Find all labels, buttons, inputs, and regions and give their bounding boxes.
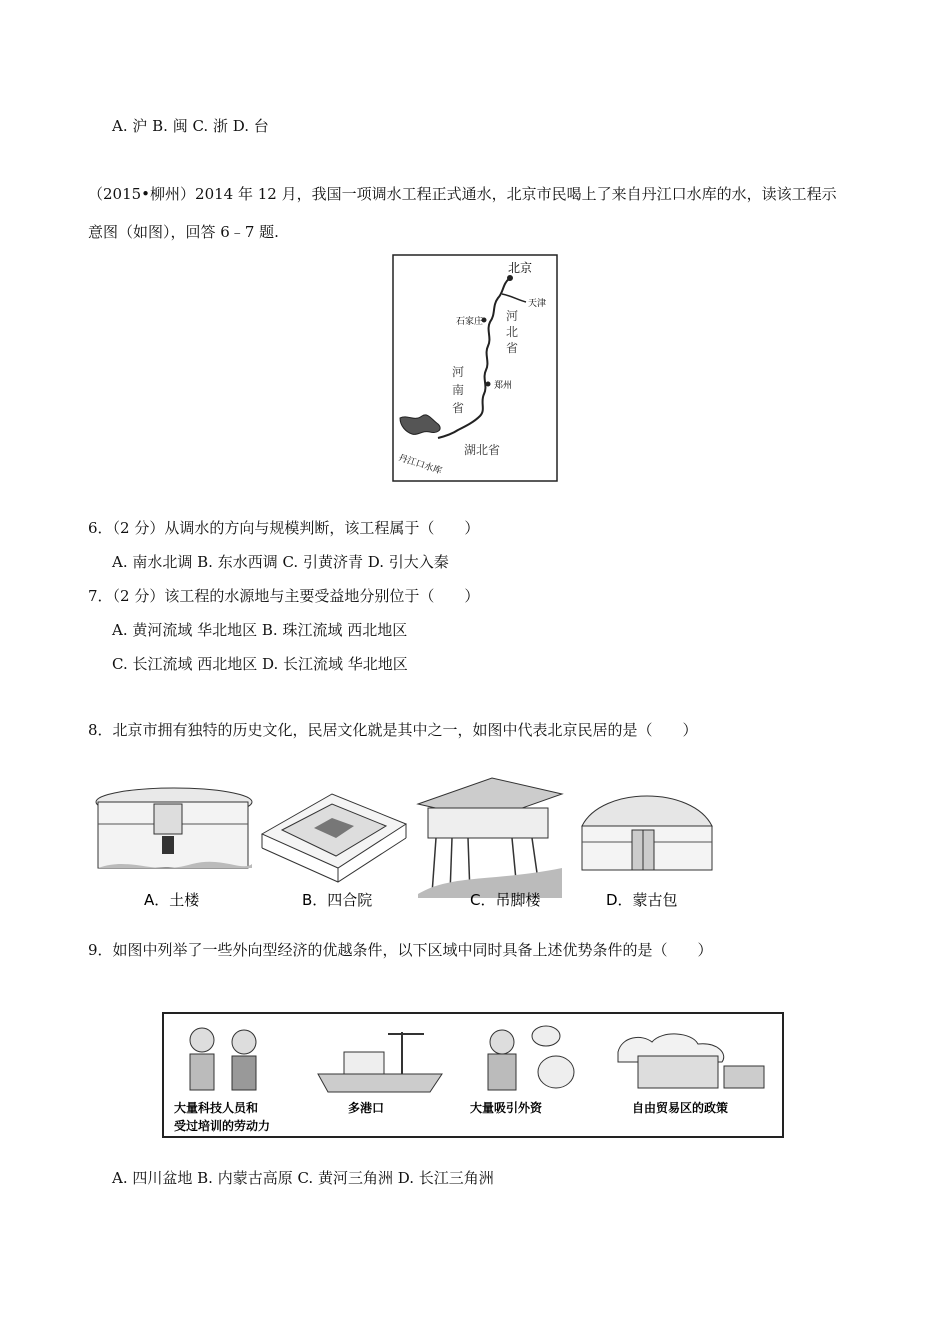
q9-options: A. 四川盆地 B. 内蒙古高原 C. 黄河三角洲 D. 长江三角洲 [112, 1169, 494, 1187]
house-label-a: A．土楼 [144, 891, 200, 909]
map-label-tianjin: 天津 [528, 299, 547, 309]
houses-figure [92, 764, 732, 916]
diaojiaolou-illustration [418, 778, 562, 898]
q8-stem: 8．北京市拥有独特的历史文化，民居文化就是其中之一，如图中代表北京民居的是（ ） [88, 721, 698, 739]
q5-options: A. 沪 B. 闽 C. 浙 D. 台 [112, 117, 269, 135]
q7-options-cd: C. 长江流域 西北地区 D. 长江流域 华北地区 [112, 655, 408, 673]
house-label-c: C．吊脚楼 [470, 891, 541, 909]
tulou-illustration [96, 788, 252, 868]
house-label-d: D．蒙古包 [606, 891, 678, 909]
panel-caption-4: 自由贸易区的政策 [632, 1101, 729, 1115]
map-label-hubei: 湖北省 [464, 443, 501, 457]
intro-line-2: 意图（如图），回答 6﹣7 题. [88, 223, 279, 241]
map-label-danjiangkou: 丹江口水库 [397, 453, 443, 477]
map-label-hebei-2: 北 [506, 325, 519, 339]
map-label-henan-2: 南 [452, 383, 465, 397]
map-label-beijing: 北京 [508, 261, 533, 275]
panel-caption-2: 多港口 [348, 1101, 385, 1115]
map-label-henan-1: 河 [452, 365, 465, 379]
q9-stem: 9．如图中列举了一些外向型经济的优越条件，以下区域中同时具备上述优势条件的是（ ） [88, 941, 713, 959]
map-label-henan-3: 省 [452, 401, 465, 415]
q7-stem: 7．（2 分）该工程的水源地与主要受益地分别位于（ ） [88, 587, 480, 605]
intro-line-1: （2015•柳州）2014 年 12 月，我国一项调水工程正式通水，北京市民喝上了来自丹江口水库的水，读该工程示 [88, 185, 837, 203]
map-label-hebei-1: 河 [506, 309, 519, 323]
map-label-hebei-3: 省 [506, 341, 519, 355]
yurt-illustration [582, 796, 712, 870]
q7-options-ab: A. 黄河流域 华北地区 B. 珠江流域 西北地区 [112, 621, 408, 639]
house-label-b: B．四合院 [302, 891, 373, 909]
water-diversion-map [392, 254, 558, 482]
panel-caption-3: 大量吸引外资 [470, 1101, 543, 1115]
panel-caption-1b: 受过培训的劳动力 [174, 1119, 271, 1133]
siheyuan-illustration [262, 794, 406, 882]
q6-options: A. 南水北调 B. 东水西调 C. 引黄济青 D. 引大入秦 [112, 553, 449, 571]
panel-caption-1a: 大量科技人员和 [174, 1101, 259, 1115]
map-label-shijiazhuang: 石家庄 [456, 317, 484, 327]
map-label-zhengzhou: 郑州 [494, 381, 513, 391]
outward-economy-figure [162, 1012, 784, 1138]
q6-stem: 6．（2 分）从调水的方向与规模判断，该工程属于（ ） [88, 519, 480, 537]
